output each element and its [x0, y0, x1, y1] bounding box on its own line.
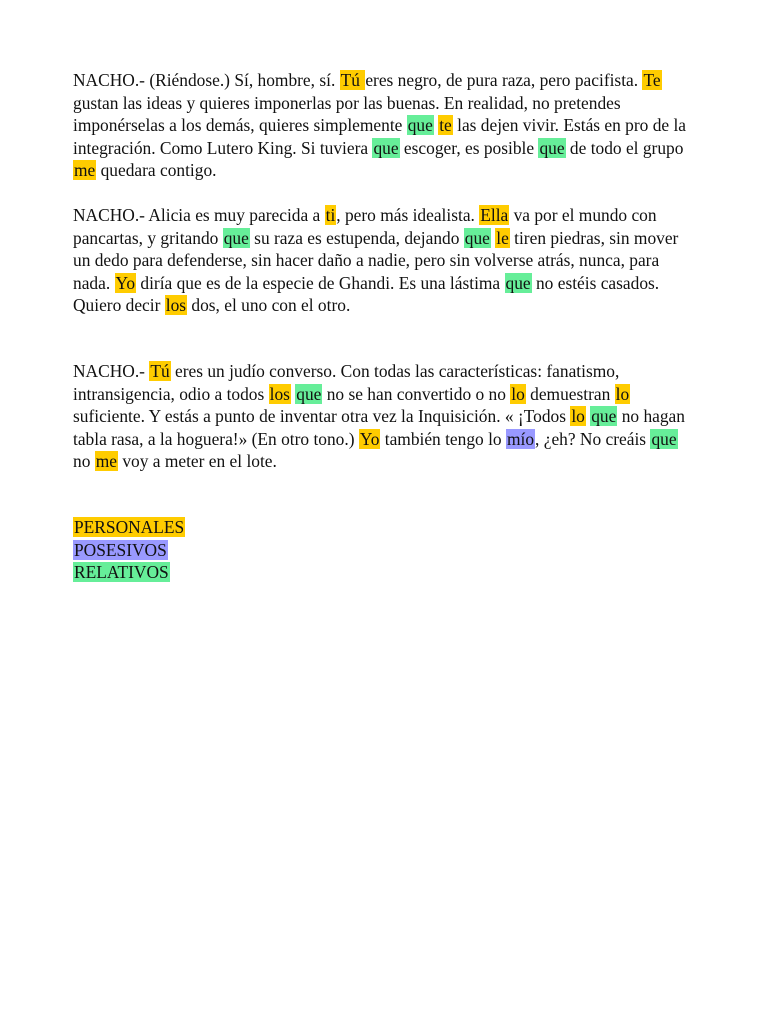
highlight-personal: me — [74, 160, 96, 180]
highlight-personal: Te — [643, 70, 661, 90]
highlight-relativo: que — [296, 383, 322, 404]
text-segment: de todo el grupo — [565, 137, 684, 158]
text-segment: las dejen vivir. Estás en pro de la integración. Como Lutero King. Si tuviera — [73, 115, 687, 158]
highlight-relativo: que — [407, 115, 433, 135]
highlight-personal: Tú — [340, 70, 365, 90]
highlight-personal: lo — [511, 383, 525, 404]
highlight-relativo: que — [464, 227, 490, 248]
text-segment: tiren piedras, sin mover un dedo para defenderse, sin hacer daño a nadie, pero sin volverse atrás, nunca, para nada. — [73, 227, 679, 293]
paragraph-2 — [73, 204, 698, 317]
text-segment: gustan las ideas y quieres imponerlas por las buenas. En realidad, no pretendes imponérselas a los demás, quieres simplemente — [73, 92, 621, 135]
legend-item-posesivos — [73, 539, 185, 562]
text-segment: , ¿eh? No creáis — [535, 428, 651, 449]
legend-label-personales: PERSONALES — [74, 517, 185, 537]
highlight-personal: te — [439, 115, 452, 135]
highlight-personal: le — [496, 227, 509, 248]
highlight-personal: ti — [325, 205, 336, 225]
highlight-relativo: que — [223, 227, 249, 248]
highlight-personal: Yo — [115, 272, 136, 293]
text-segment: quedara contigo. — [96, 160, 217, 180]
highlight-relativo: que — [373, 137, 399, 158]
text-segment: NACHO.- (Riéndose.) Sí, hombre, sí. — [73, 70, 340, 90]
text-segment: NACHO.- — [73, 361, 150, 381]
highlight-personal: los — [165, 295, 187, 315]
text-segment: no hagan tabla rasa, a la hoguera!» (En otro tono.) — [73, 406, 685, 449]
legend-item-personales — [73, 516, 185, 539]
highlight-personal: lo — [615, 383, 630, 404]
highlight-personal: los — [269, 383, 290, 404]
text-segment: dos, el uno con el otro. — [187, 295, 351, 315]
highlight-personal: Ella — [480, 205, 509, 225]
highlight-personal: Tú — [150, 361, 170, 381]
highlight-personal: Yo — [359, 428, 380, 449]
legend-item-relativos — [73, 561, 185, 584]
text-segment: escoger, es posible — [399, 137, 539, 158]
paragraph-1 — [73, 69, 698, 182]
text-segment: no — [73, 451, 95, 471]
highlight-relativo: que — [591, 406, 617, 426]
text-segment: no estéis casados. Quiero decir — [73, 272, 660, 315]
text-segment: también tengo lo — [380, 428, 506, 449]
text-segment: eres negro, de pura raza, pero pacifista. — [365, 70, 643, 90]
text-segment: , pero más idealista. — [336, 205, 480, 225]
text-segment: va por el mundo con pancartas, y gritando — [73, 205, 657, 248]
highlight-relativo: que — [651, 428, 677, 449]
legend-label-posesivos: POSESIVOS — [74, 539, 167, 560]
text-segment: diría que es de la especie de Ghandi. Es una lástima — [136, 272, 505, 293]
text-segment: su raza es estupenda, dejando — [249, 227, 464, 248]
text-segment: suficiente. Y estás a punto de inventar otra vez la Inquisición. « ¡Todos — [73, 406, 571, 426]
text-segment: NACHO.- Alicia es muy parecida a — [73, 205, 325, 225]
highlight-personal: lo — [571, 406, 585, 426]
text-segment: voy a meter en el lote. — [118, 451, 277, 471]
highlight-relativo: que — [539, 137, 565, 158]
legend — [73, 516, 185, 584]
highlight-personal: me — [95, 451, 117, 471]
legend-label-relativos: RELATIVOS — [74, 562, 169, 582]
text-segment: eres un judío converso. Con todas las características: fanatismo, intransigencia, odio a todos — [73, 361, 620, 404]
highlight-relativo: que — [505, 272, 531, 293]
text-segment: demuestran — [525, 383, 615, 404]
paragraph-3 — [73, 360, 698, 473]
highlight-posesivo: mío — [506, 428, 535, 449]
text-segment: no se han convertido o no — [322, 383, 511, 404]
